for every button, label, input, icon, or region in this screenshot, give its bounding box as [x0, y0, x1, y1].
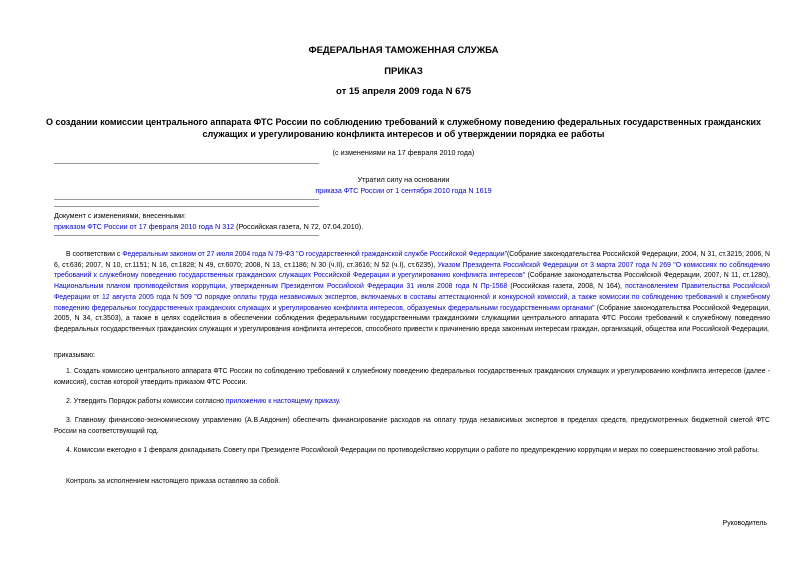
- doc-date: от 15 апреля 2009 года N 675: [336, 86, 471, 97]
- federal-law-link[interactable]: Федеральным законом от 27 июля 2004 года N 79-ФЗ "О государственной гражданской службе Российской Федерации": [122, 251, 508, 258]
- order-word: приказываю:: [54, 352, 95, 359]
- item-2-text: 2. Утвердить Порядок работы комиссии согласно: [66, 398, 226, 405]
- amending-order-link[interactable]: приказом ФТС России от 17 февраля 2010 года N 312: [54, 222, 235, 231]
- preamble-text: В соответствии с: [66, 251, 123, 258]
- changes-note-line: [54, 221, 363, 232]
- doc-type: ПРИКАЗ: [384, 66, 423, 77]
- signature-title: Руководитель: [722, 520, 767, 527]
- title-line-2: служащих и урегулированию конфликта интересов и об утверждении порядка ее работы: [202, 129, 605, 139]
- item-2-text: .: [338, 398, 341, 405]
- preamble-text: (Собрание законодательства Российской Федерации, 2004, N 31, ст.3215; 2006, N 6, ст.636; 2007, N 10, ст.1151; N 16, ст.1828; N 49, ст.6070; 2008, N 13, ст.1186; N 30 (ч.II), ст.3616; N 52 (ч.I), ст.6235),: [54, 251, 770, 269]
- void-order-link[interactable]: приказа ФТС России от 1 сентября 2010 года N 1619: [315, 186, 492, 195]
- void-note-line: Утратил силу на основании: [357, 175, 450, 184]
- preamble-text: (Собрание законодательства Российской Федерации, 2005, N 34, ст.3503), а также в целях содействия в обеспечении соблюдения федеральными государственными гражданскими служащими центрального аппарата ФТС России требований к служебному поведению федеральных государственных гражданских служащих и урегулирования конфликта интересов, способного привести к причинению вреда законным интересам граждан, организаций, общества или Российской Федерации,: [54, 304, 770, 333]
- preamble-text: (Собрание законодательства Российской Федерации, 2007, N 11, ст.1280),: [525, 272, 770, 280]
- title-line-1: О создании комиссии центрального аппарата ФТС России по соблюдению требований к служебному поведению федеральных государственных гражданских: [46, 117, 761, 127]
- document-title: [0, 116, 807, 140]
- changes-note-label: Документ с изменениями, внесенными:: [54, 211, 186, 220]
- item-1: 1. Создать комиссию центрального аппарата ФТС России по соблюдению требований к служебному поведению федеральных государственных гражданских служащих и урегулированию конфликта интересов (далее - комиссия), состав которой утвердить приказом ФТС России.: [54, 368, 770, 386]
- separator-rule: [54, 199, 319, 200]
- void-note: [0, 174, 807, 196]
- agency-name: ФЕДЕРАЛЬНАЯ ТАМОЖЕННАЯ СЛУЖБА: [308, 45, 499, 56]
- separator-rule: [54, 206, 319, 207]
- changes-note-source: (Российская газета, N 72, 07.04.2010).: [234, 222, 364, 231]
- preamble-text: (Российская газета, 2008, N 164),: [507, 283, 626, 291]
- item-3: 3. Главному финансово-экономическому управлению (А.В.Авдонин) обеспечить финансирование расходов на оплату труда независимых экспертов в пределах средств, предусмотренных бюджетной сметой ФТС России на соответствующий год.: [54, 417, 770, 435]
- item-4: 4. Комиссии ежегодно к 1 февраля докладывать Совету при Президенте Российской Федерации по противодействию коррупции о работе по предупреждению коррупции и мерах по совершенствованию этой работы.: [66, 447, 760, 454]
- national-plan-link[interactable]: Национальным планом противодействия коррупции, утвержденным Президентом Российской Федерации 31 июля 2008 года N Пр-1568: [54, 283, 508, 291]
- amendment-note: (с изменениями на 17 февраля 2010 года): [332, 148, 475, 157]
- presidential-decree-link[interactable]: Указом Президента Российской Федерации от 3 марта 2007 года N 269 "О комиссиях по соблюдению требований к служебному поведению государственных гражданских служащих Российской Федерации и урегулированию конфликта интересов": [54, 261, 770, 280]
- separator-rule: [54, 163, 319, 164]
- item-2: [54, 397, 770, 408]
- government-resolution-link[interactable]: постановлением Правительства Российской Федерации от 12 августа 2005 года N 509 "О порядке оплаты труда независимых экспертов, включаемых в составы аттестационной и конкурсной комиссий, а также комиссии по соблюдению требований к служебному поведению федеральных государственных гражданских служащих и урегулированию конфликта интересов, образуемых федеральными государственными органами": [54, 283, 770, 312]
- changes-note: [54, 210, 363, 232]
- preamble-paragraph: [54, 250, 770, 336]
- separator-rule: [54, 235, 319, 236]
- control-clause: Контроль за исполнением настоящего приказа оставляю за собой.: [66, 478, 281, 485]
- appendix-link[interactable]: приложению к настоящему приказу: [225, 398, 339, 405]
